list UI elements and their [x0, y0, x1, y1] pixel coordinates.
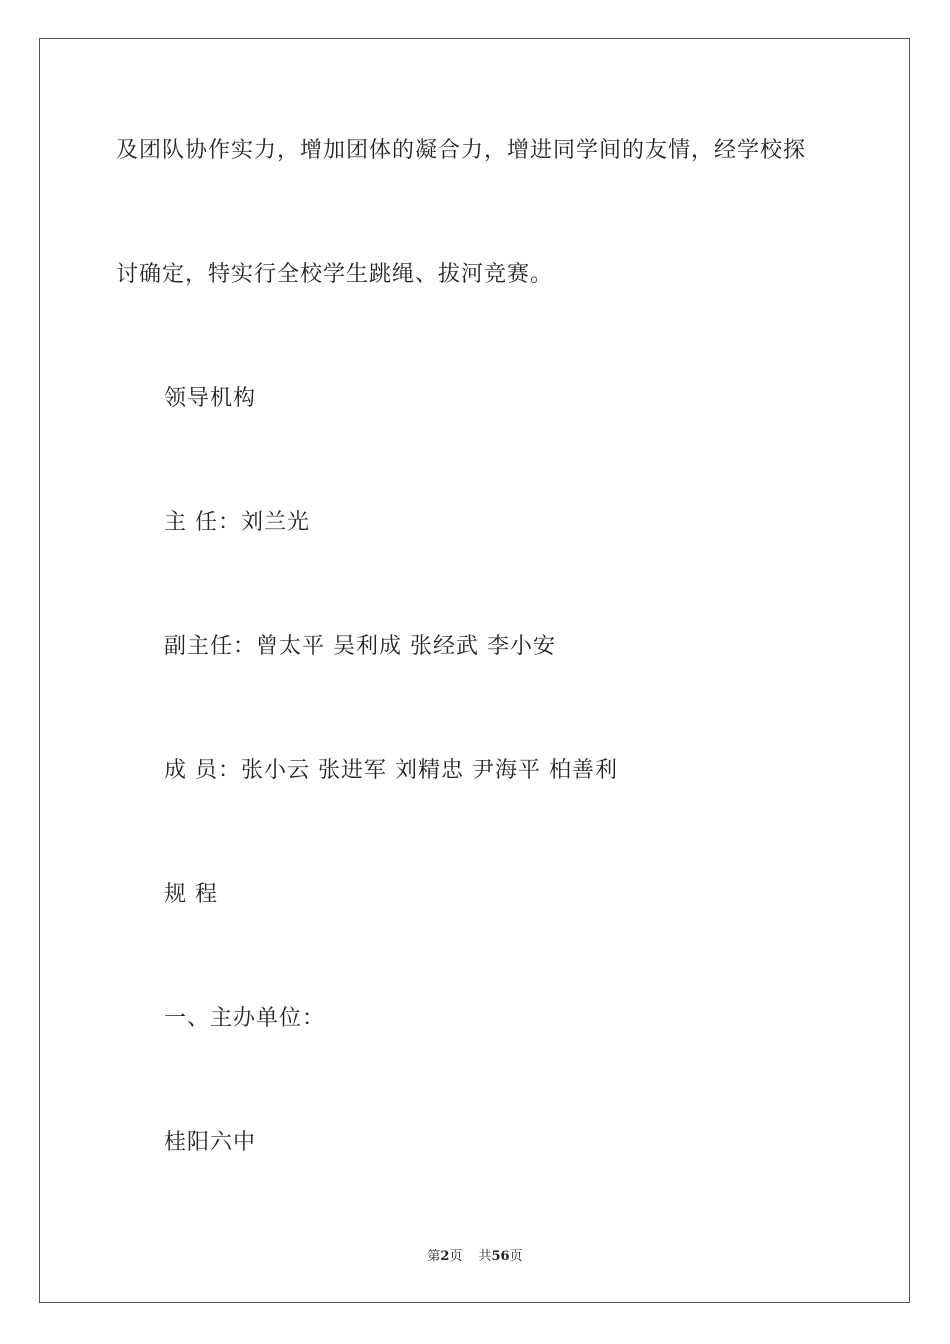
page-frame — [39, 38, 910, 1303]
body-text-line: 讨确定，特实行全校学生跳绳、拔河竞赛。 — [116, 262, 554, 287]
organizer-heading: 一、主办单位： — [164, 1006, 326, 1031]
body-text-line: 及团队协作实力，增加团体的凝合力，增进同学间的友情，经学校探 — [116, 138, 807, 163]
members-line: 成 员：张小云 张进军 刘精忠 尹海平 柏善利 — [164, 758, 618, 783]
organizer-name: 桂阳六中 — [164, 1130, 257, 1155]
section-heading-leadership: 领导机构 — [164, 386, 257, 411]
page-number: 2 — [440, 1249, 450, 1264]
section-heading-rules: 规 程 — [164, 882, 218, 907]
page-prefix: 第 — [427, 1249, 441, 1264]
page-footer — [0, 1249, 950, 1265]
deputy-director-line: 副主任：曾太平 吴利成 张经武 李小安 — [164, 634, 556, 659]
page-suffix: 页 — [449, 1249, 463, 1264]
total-prefix: 共 — [478, 1249, 492, 1264]
total-pages: 56 — [491, 1249, 510, 1264]
director-line: 主 任：刘兰光 — [164, 510, 310, 535]
total-suffix: 页 — [509, 1249, 523, 1264]
